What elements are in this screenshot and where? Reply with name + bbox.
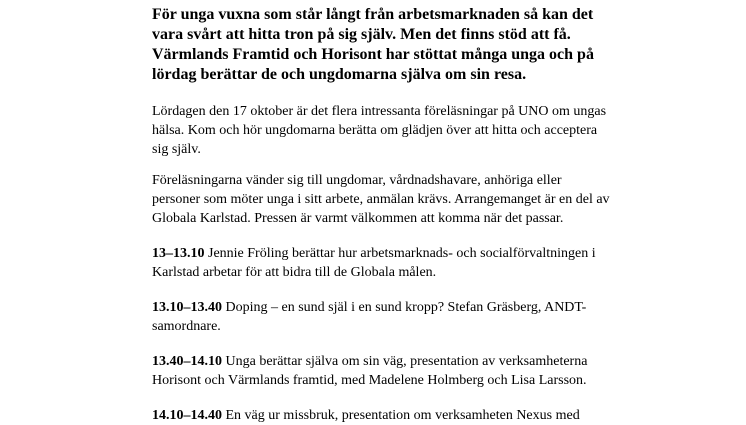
schedule-item-partial [152, 406, 622, 425]
schedule-item [152, 298, 612, 336]
schedule-text: En väg ur missbruk, presentation om verksamheten Nexus med [222, 408, 580, 423]
schedule-text: Doping – en sund själ i en sund kropp? Stefan Gräsberg, ANDT-samordnare. [152, 300, 587, 334]
schedule-item [152, 244, 612, 282]
document-page [152, 5, 612, 425]
schedule-text: Unga berättar själva om sin väg, presentation av verksamheterna Horisont och Värmlands framtid, med Madelene Holmberg och Lisa Larsson. [152, 354, 588, 388]
schedule-time: 13.10–13.40 [152, 300, 222, 315]
schedule-time: 14.10–14.40 [152, 408, 222, 423]
schedule-time: 13.40–14.10 [152, 354, 222, 369]
schedule-time: 13–13.10 [152, 246, 205, 261]
schedule-text: Jennie Fröling berättar hur arbetsmarknads- och socialförvaltningen i Karlstad arbetar för att bidra till de Globala målen. [152, 246, 596, 280]
schedule-item [152, 352, 612, 390]
audience-paragraph: Föreläsningarna vänder sig till ungdomar, vårdnadshavare, anhöriga eller personer som möter unga i sitt arbete, anmälan krävs. Arrangemanget är en del av Globala Karlstad. Pressen är varmt välkommen att komma när det passar. [152, 173, 610, 226]
lead-paragraph: För unga vuxna som står långt från arbetsmarknaden så kan det vara svårt att hitta tron på sig själv. Men det finns stöd att få. Värmlands Framtid och Horisont har stöttat många unga och på lördag berättar de och ungdomarna själva om sin resa. [152, 6, 594, 83]
intro-paragraph: Lördagen den 17 oktober är det flera intressanta föreläsningar på UNO om ungas hälsa. Kom och hör ungdomarna berätta om glädjen över att hitta och acceptera sig själv. [152, 104, 607, 157]
